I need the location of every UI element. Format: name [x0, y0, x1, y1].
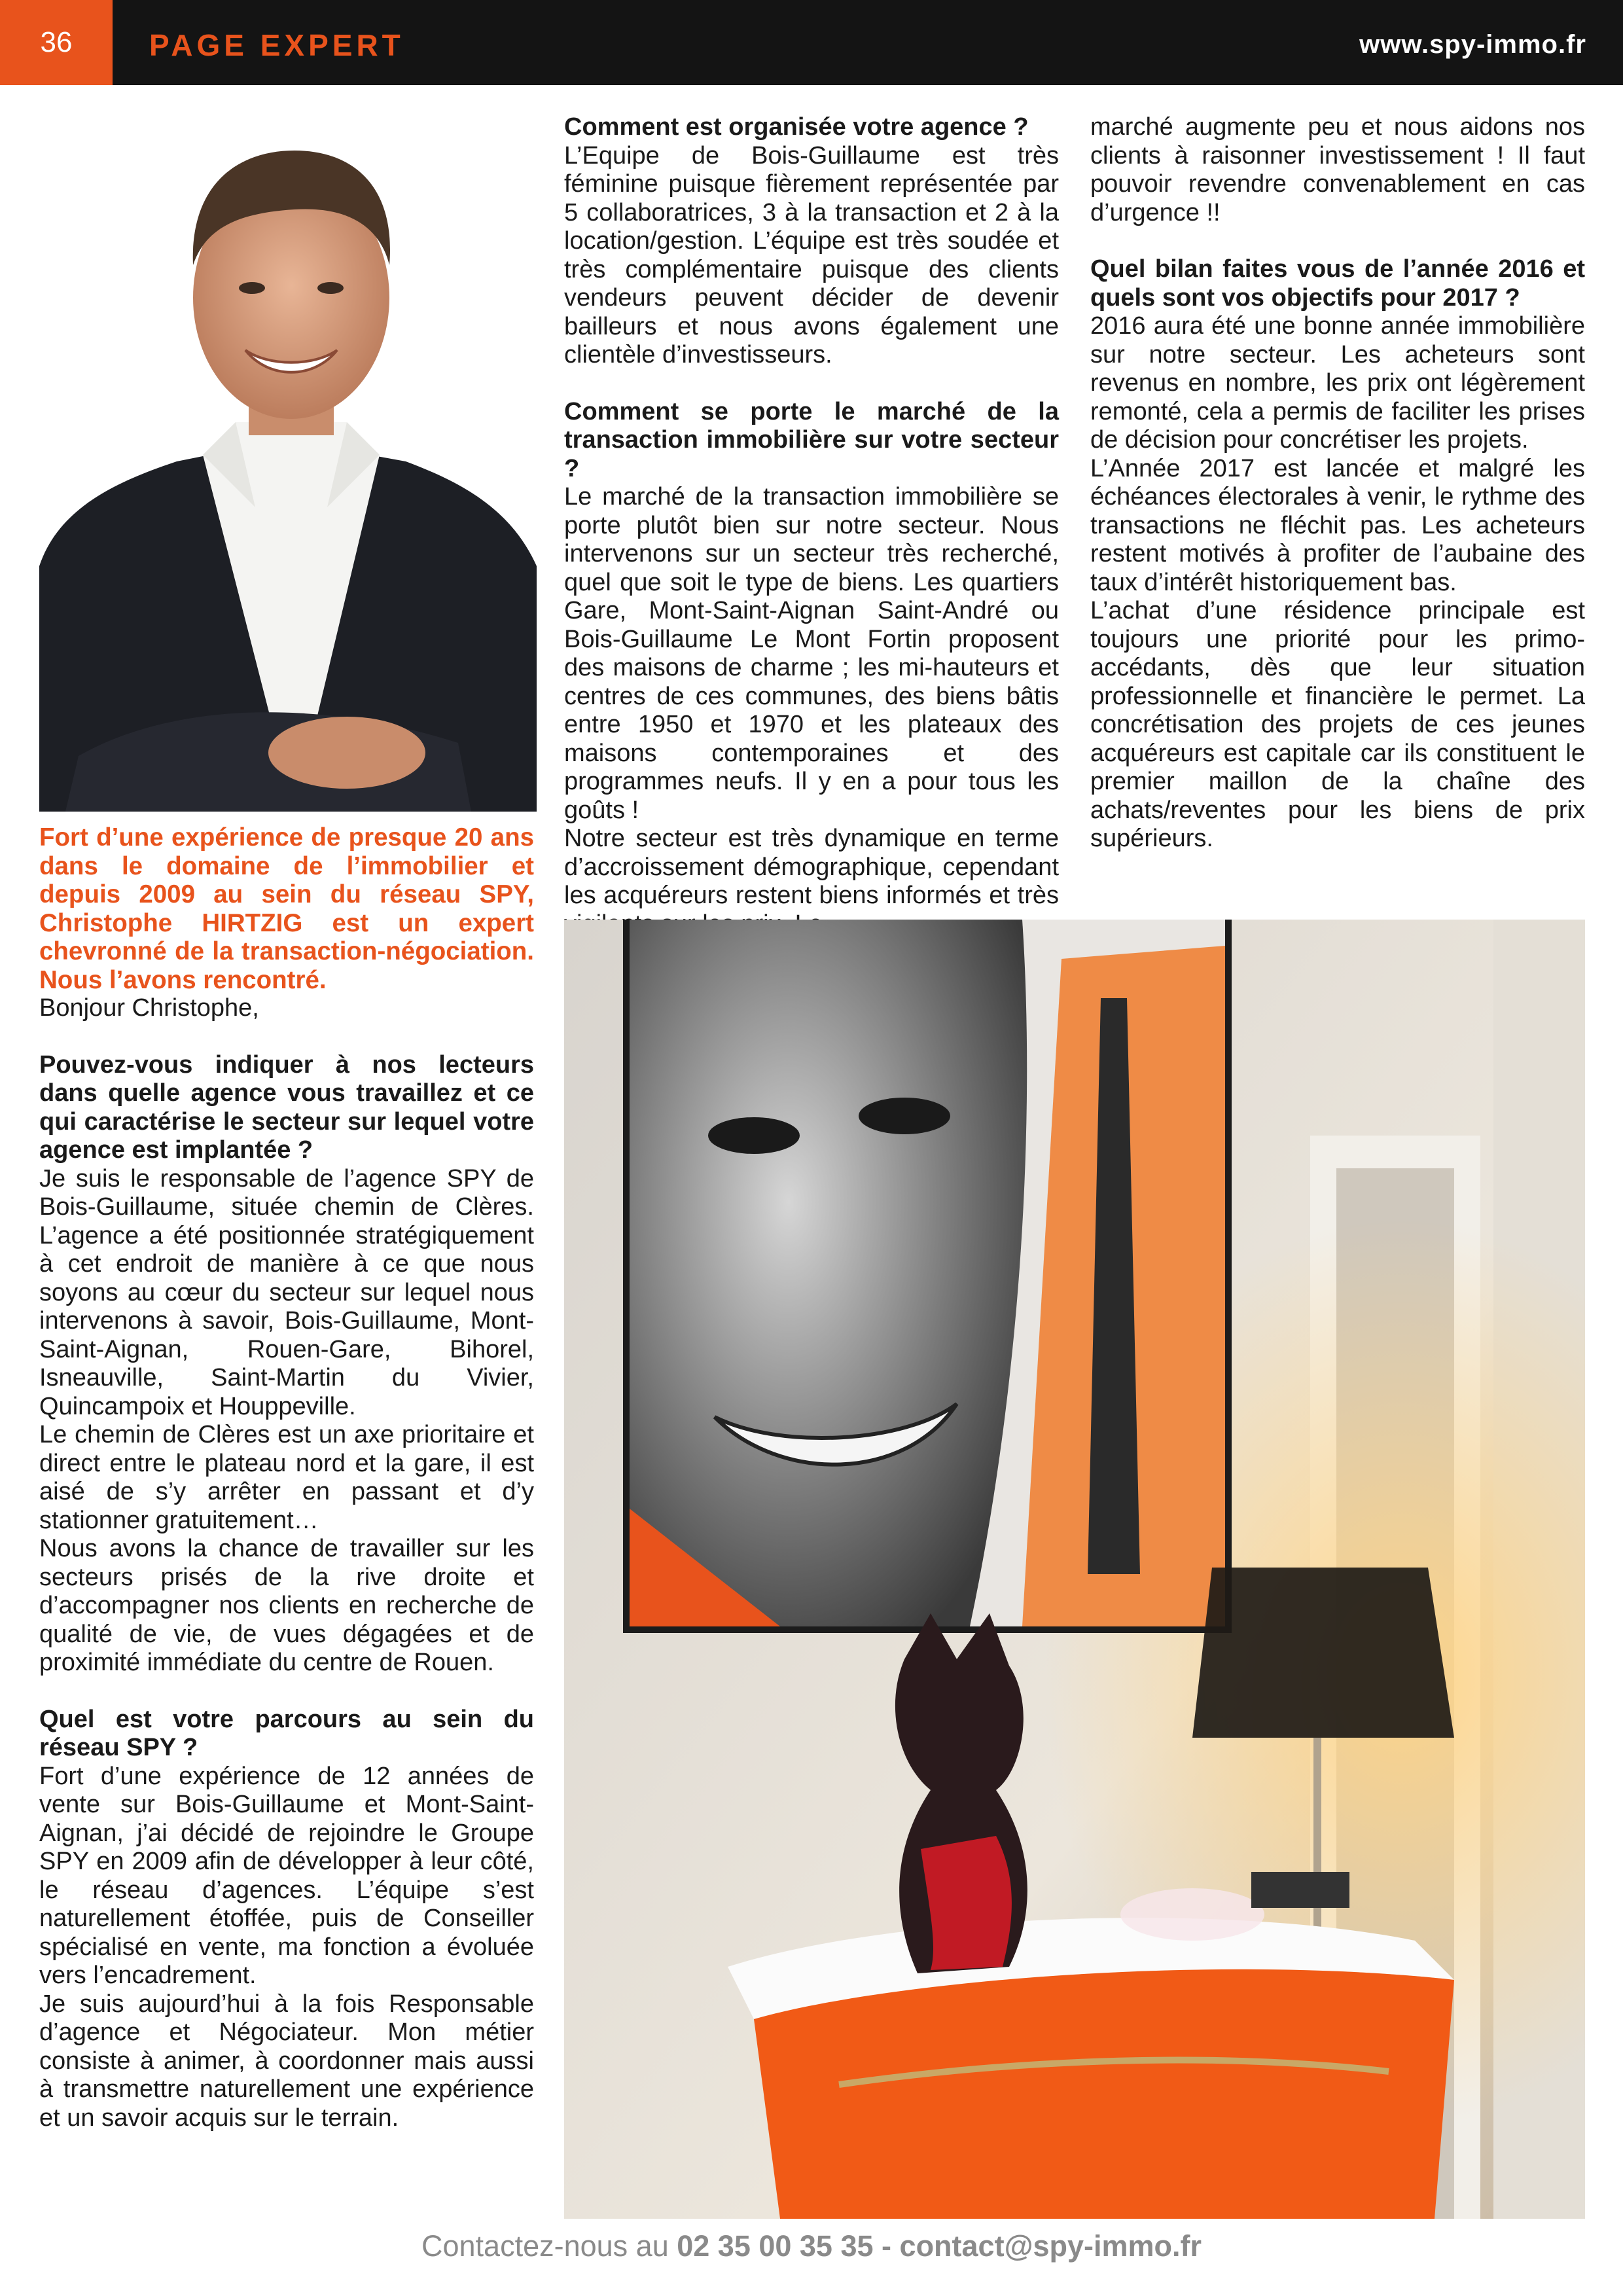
header-bar [0, 0, 1623, 85]
question-4: Comment se porte le marché de la transaction immobilière sur votre secteur ? [564, 397, 1059, 482]
answer-paragraph: L’Année 2017 est lancée et malgré les échéances électorales à venir, le rythme des transactions ne fléchit pas. Les acheteurs restent motivés à profiter de l’aubaine des taux d’intérêt historiquement bas. [1090, 454, 1585, 596]
article-column-3 [1090, 113, 1585, 853]
greeting: Bonjour Christophe, [39, 994, 259, 1022]
footer-prefix: Contactez-nous au [421, 2229, 669, 2263]
article-column-2 [564, 113, 1059, 939]
question-2: Quel est votre parcours au sein du réseau SPY ? [39, 1705, 534, 1761]
answer-paragraph: 2016 aura été une bonne année immobilière sur notre secteur. Les acheteurs sont revenus en nombre, les prix ont légèrement remonté, cela a permis de faciliter les prises de décision pour concrétiser les projets. [1090, 312, 1585, 454]
agency-interior-photo [564, 920, 1585, 2219]
answer-paragraph: Le marché de la transaction immobilière se porte plutôt bien sur notre secteur. Nous intervenons sur un secteur très recherché, quel que soit le type de biens. Les quartiers Gare, Mont-Saint-Aignan Saint-André ou Bois-Guillaume Le Mont Fortin proposent des maisons de charme ; les mi-hauteurs et centres de ces communes, des biens bâtis entre 1950 et 1970 et les plateaux des maisons contemporaines et des programmes neufs. Il y en a pour tous les goûts ! [564, 483, 1059, 824]
website-link[interactable]: www.spy-immo.fr [1359, 30, 1586, 59]
footer-separator: - [882, 2229, 892, 2263]
answer-paragraph: Nous avons la chance de travailler sur les secteurs prisés de la rive droite et d’accompagner nos clients en recherche de qualité de vie, de vues dégagées et de proximité immédiate du centre de Rouen. [39, 1535, 534, 1676]
footer-email[interactable]: contact@spy-immo.fr [899, 2229, 1202, 2263]
answer-paragraph: Je suis le responsable de l’agence SPY de Bois-Guillaume, située chemin de Clères. L’agence a été positionnée stratégiquement à cet endroit de manière à ce que nous soyons au cœur du secteur sur lequel nous intervenons à savoir, Bois-Guillaume, Mont-Saint-Aignan, Rouen-Gare, Bihorel, Isneauville, Saint-Martin du Vivier, Quincampoix et Houppeville. [39, 1164, 534, 1420]
answer-paragraph: marché augmente peu et nous aidons nos clients à raisonner investissement ! Il faut pouvoir revendre convenablement en cas d’urgence !! [1090, 113, 1585, 226]
footer-phone[interactable]: 02 35 00 35 35 [677, 2229, 874, 2263]
question-5: Quel bilan faites vous de l’année 2016 et quels sont vos objectifs pour 2017 ? [1090, 255, 1585, 312]
section-title: PAGE EXPERT [149, 28, 404, 62]
question-3: Comment est organisée votre agence ? [564, 113, 1029, 141]
portrait-photo [39, 115, 537, 812]
answer-paragraph: Je suis aujourd’hui à la fois Responsable d’agence et Négociateur. Mon métier consiste à animer, à coordonner mais aussi à transmettre naturellement une expérience et un savoir acquis sur le terrain. [39, 1990, 534, 2132]
answer-paragraph: L’achat d’une résidence principale est toujours une priorité pour les primo-accédants, dès que leur situation professionnelle et financière le permet. La concrétisation des projets de ces jeunes acquéreurs est capitale car ils constituent le premier maillon de la chaîne des achats/reventes pour les biens de prix supérieurs. [1090, 597, 1585, 852]
footer-contact [0, 2229, 1623, 2263]
answer-paragraph: Le chemin de Clères est un axe prioritaire et direct entre le plateau nord et la gare, il est aisé de s’y arrêter en passant et d’y stationner gratuitement… [39, 1421, 534, 1534]
answer-paragraph: Notre secteur est très dynamique en terme d’accroissement démographique, cependant les acquéreurs restent biens informés et très [564, 825, 1059, 909]
answer-paragraph: L’Equipe de Bois-Guillaume est très féminine puisque fièrement représentée par 5 collaboratrices, 3 à la transaction et 2 à la location/gestion. L’équipe est très soudée et très complémentaire puisque des clients vendeurs peuvent décider de devenir bailleurs et nous avons également une clientèle d’investisseurs. [564, 141, 1059, 368]
question-1: Pouvez-vous indiquer à nos lecteurs dans quelle agence vous travaillez et ce qui caractérise le secteur sur lequel votre agence est implantée ? [39, 1050, 534, 1164]
page-number: 36 [0, 0, 113, 85]
article-intro: Fort d’une expérience de presque 20 ans dans le domaine de l’immobilier et depuis 2009 au sein du réseau SPY, Christophe HIRTZIG est un expert chevronné de la transaction-négociation. Nous l’avons rencontré. [39, 823, 534, 994]
answer-paragraph: Fort d’une expérience de 12 années de vente sur Bois-Guillaume et Mont-Saint-Aignan, j’ai décidé de rejoindre le Groupe SPY en 2009 afin de développer à leur côté, le réseau d’agences. L’équipe s’est naturellement étoffée, puis de Conseiller spécialisé en vente, ma fonction a évoluée vers l’encadrement. [39, 1762, 534, 1989]
article-column-1 [39, 823, 534, 2132]
